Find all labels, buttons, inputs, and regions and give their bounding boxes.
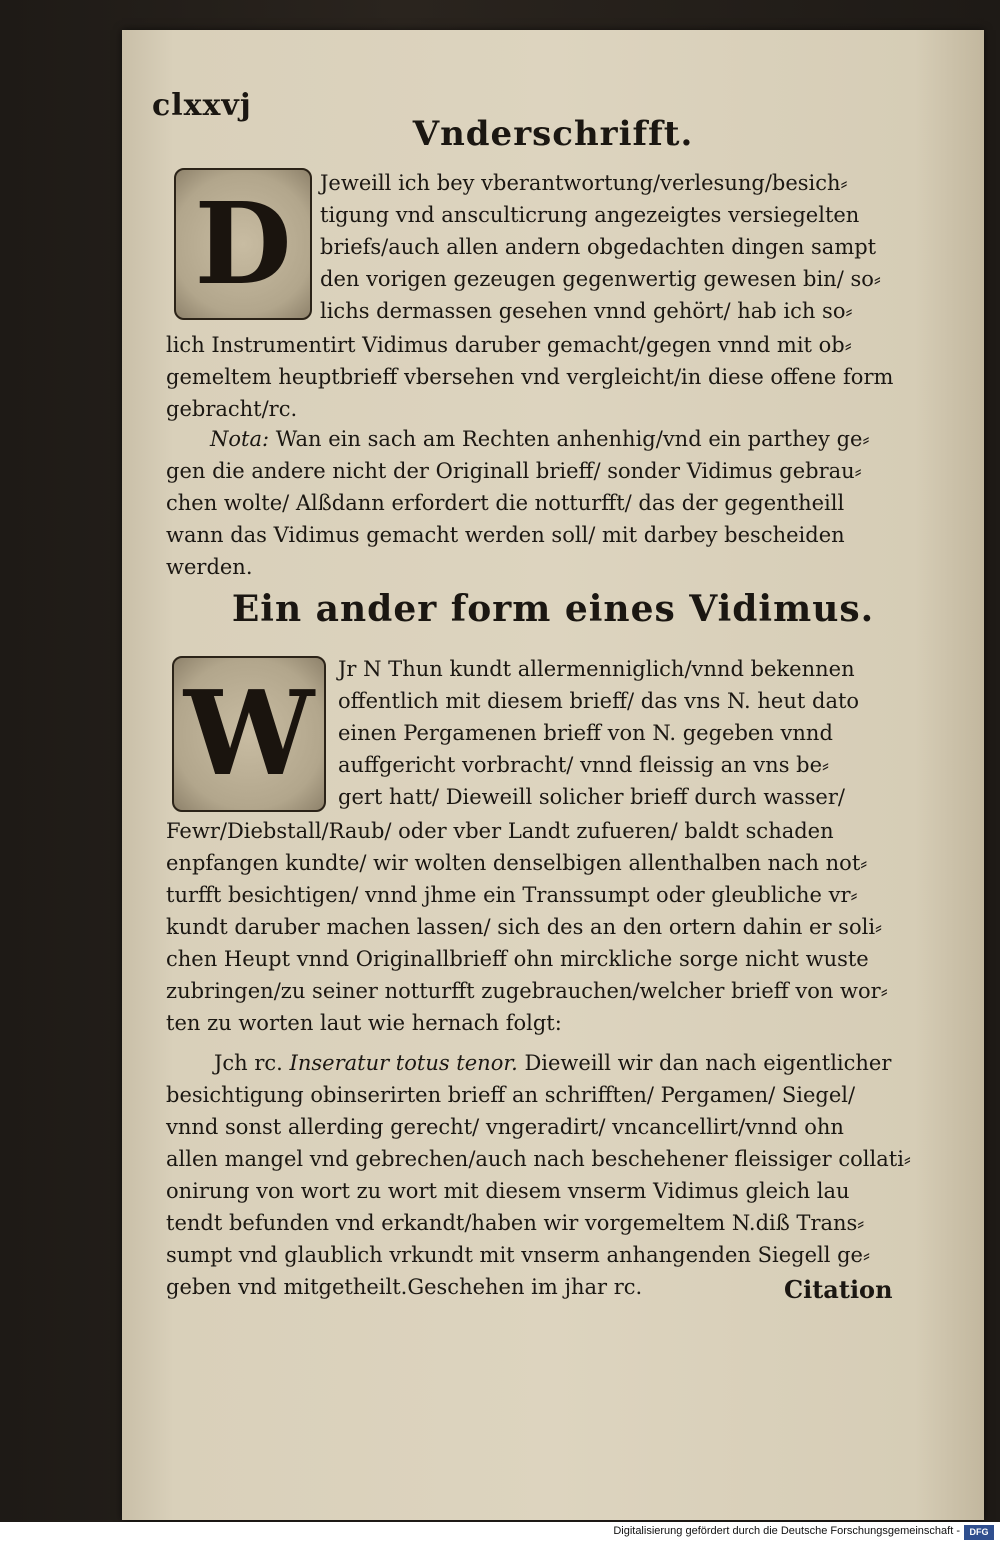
insert-rest: Dieweill wir dan nach eigentlicher: [524, 1051, 892, 1075]
text-line: sumpt vnd glaublich vrkundt mit vnserm anhangenden Siegell ge⸗: [166, 1243, 870, 1267]
nota-line: [210, 424, 869, 454]
text-line: enpfangen kundte/ wir wolten denselbigen allenthalben nach not⸗: [166, 851, 868, 875]
text-line: chen Heupt vnnd Originallbrieff ohn mirckliche sorge nicht wuste: [166, 947, 869, 971]
catchword: Citation: [784, 1275, 893, 1304]
text-line: vnnd sonst allerding gerecht/ vngeradirt/ vncancellirt/vnnd ohn: [166, 1115, 844, 1139]
insert-prefix: Jch rc.: [214, 1051, 283, 1075]
text-line: offentlich mit diesem brieff/ das vns N. heut dato: [338, 689, 860, 713]
text-line: auffgericht vorbracht/ vnnd fleissig an vns be⸗: [338, 753, 830, 777]
text-line: Jeweill ich bey vberantwortung/verlesung/besich⸗: [320, 171, 848, 195]
text-line: chen wolte/ Alßdann erfordert die notturfft/ das der gegentheill: [166, 491, 845, 515]
text-line: gen die andere nicht der Originall brieff/ sonder Vidimus gebrau⸗: [166, 459, 862, 483]
text-line: zubringen/zu seiner notturfft zugebrauchen/welcher brieff von wor⸗: [166, 979, 888, 1003]
text-line: lich Instrumentirt Vidimus daruber gemacht/gegen vnnd mit ob⸗: [166, 333, 852, 357]
text-line: ten zu worten laut wie hernach folgt:: [166, 1011, 562, 1035]
text-line: tigung vnd ansculticrung angezeigtes versiegelten: [320, 203, 860, 227]
text-line: Fewr/Diebstall/Raub/ oder vber Landt zufueren/ baldt schaden: [166, 819, 834, 843]
section-heading-2: Ein ander form eines Vidimus.: [231, 588, 875, 630]
text-line: tendt befunden vnd erkandt/haben wir vorgemeltem N.diß Trans⸗: [166, 1211, 865, 1235]
text-line: kundt daruber machen lassen/ sich des an den ortern dahin er soli⸗: [166, 915, 883, 939]
decorated-initial-d: D: [174, 168, 312, 320]
text-line: gert hatt/ Dieweill solicher brieff durch wasser/: [338, 785, 845, 809]
section-heading-1: Vnderschrifft.: [412, 114, 694, 154]
folio-number: clxxvj: [152, 88, 252, 123]
insert-line: [214, 1048, 891, 1078]
text-line: allen mangel vnd gebrechen/auch nach beschehener fleissiger collati⸗: [166, 1147, 911, 1171]
text-line: onirung von wort zu wort mit diesem vnserm Vidimus gleich lau: [166, 1179, 850, 1203]
text-line: gebracht/rc.: [166, 397, 298, 421]
text-line: gemeltem heuptbrieff vbersehen vnd vergleicht/in diese offene form: [166, 365, 894, 389]
nota-label: Nota:: [210, 427, 270, 451]
text-line: turfft besichtigen/ vnnd jhme ein Transsumpt oder gleubliche vr⸗: [166, 883, 858, 907]
footer-credit: Digitalisierung gefördert durch die Deutsche Forschungsgemeinschaft -: [613, 1525, 960, 1537]
text-line: einen Pergamenen brieff von N. gegeben vnnd: [338, 721, 833, 745]
text-line: besichtigung obinserirten brieff an schrifften/ Pergamen/ Siegel/: [166, 1083, 856, 1107]
nota-text: Wan ein sach am Rechten anhenhig/vnd ein parthey ge⸗: [275, 427, 870, 451]
text-line: werden.: [166, 555, 253, 579]
text-line: den vorigen gezeugen gegenwertig gewesen bin/ so⸗: [320, 267, 881, 291]
text-line: Jr N Thun kundt allermenniglich/vnnd bekennen: [338, 657, 855, 681]
text-line: geben vnd mitgetheilt.Geschehen im jhar rc.: [166, 1275, 643, 1299]
dfg-logo-icon: DFG: [964, 1525, 994, 1540]
footer-bar: [0, 1522, 1000, 1545]
decorated-initial-w: W: [172, 656, 326, 812]
text-line: briefs/auch allen andern obgedachten dingen sampt: [320, 235, 877, 259]
book-page: [122, 30, 984, 1520]
insert-italic: Inseratur totus tenor.: [289, 1051, 518, 1075]
text-line: lichs dermassen gesehen vnnd gehört/ hab ich so⸗: [320, 299, 853, 323]
text-line: wann das Vidimus gemacht werden soll/ mit darbey bescheiden: [166, 523, 845, 547]
